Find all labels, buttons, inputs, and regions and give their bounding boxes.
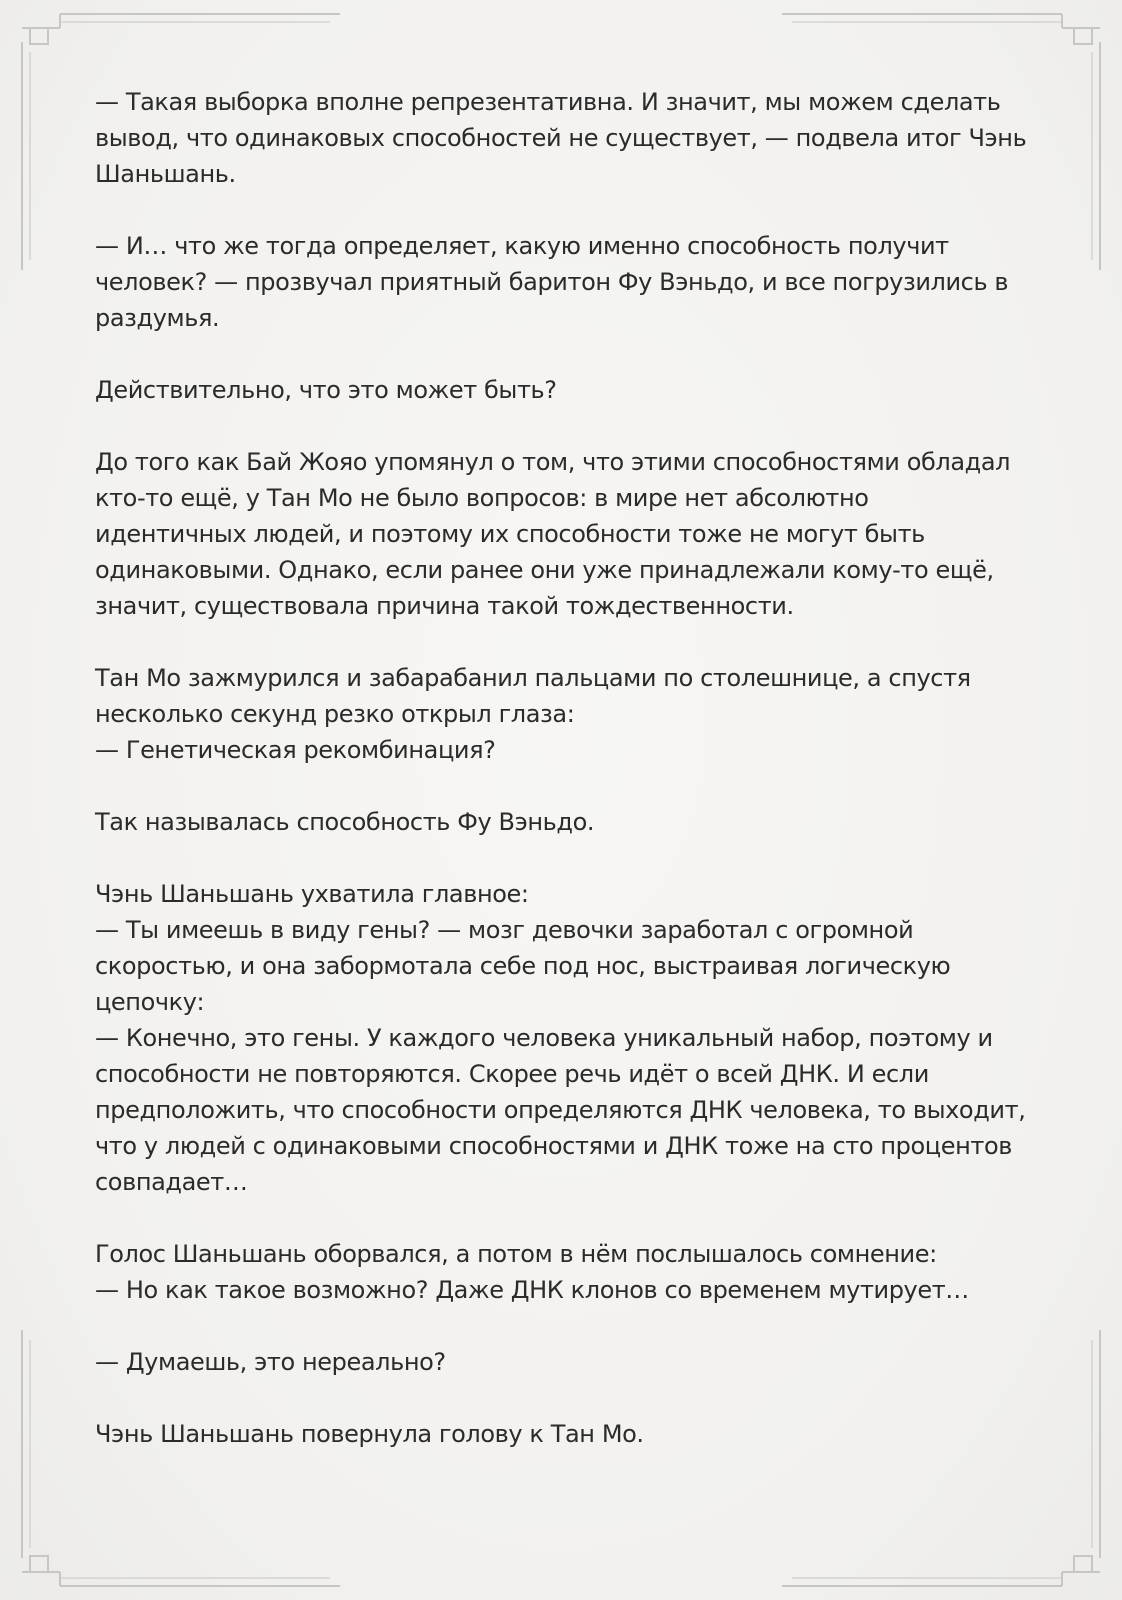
text-line: — Ты имеешь в виду гены? — мозг девочки заработал с огромной — [95, 916, 914, 944]
text-line: идентичных людей, и поэтому их способности тоже не могут быть — [95, 520, 925, 548]
text-line: — Думаешь, это нереально? — [95, 1348, 446, 1376]
paragraph — [95, 1236, 1035, 1308]
text-line: Шаньшань. — [95, 160, 236, 188]
text-line: цепочку: — [95, 988, 205, 1016]
paragraph — [95, 228, 1035, 336]
text-line: — И… что же тогда определяет, какую именно способность получит — [95, 232, 949, 260]
paragraph — [95, 372, 1035, 408]
text-line: совпадает… — [95, 1168, 248, 1196]
text-line: Голос Шаньшань оборвался, а потом в нём послышалось сомнение: — [95, 1240, 937, 1268]
text-line: Тан Мо зажмурился и забарабанил пальцами по столешнице, а спустя — [95, 664, 971, 692]
text-line: Так называлась способность Фу Вэньдо. — [95, 808, 595, 836]
text-line: — Конечно, это гены. У каждого человека уникальный набор, поэтому и — [95, 1024, 993, 1052]
text-line: значит, существовала причина такой тождественности. — [95, 592, 794, 620]
text-line: Действительно, что это может быть? — [95, 376, 557, 404]
text-line: предположить, что способности определяются ДНК человека, то выходит, — [95, 1096, 1026, 1124]
document-body — [95, 84, 1035, 1488]
text-line: скоростью, и она забормотала себе под нос, выстраивая логическую — [95, 952, 951, 980]
paragraph — [95, 1344, 1035, 1380]
text-line: кто-то ещё, у Тан Мо не было вопросов: в мире нет абсолютно — [95, 484, 869, 512]
paragraph — [95, 84, 1035, 192]
text-line: Чэнь Шаньшань ухватила главное: — [95, 880, 529, 908]
text-line: несколько секунд резко открыл глаза: — [95, 700, 575, 728]
text-line: раздумья. — [95, 304, 220, 332]
paragraph — [95, 1416, 1035, 1452]
text-line: — Такая выборка вполне репрезентативна. И значит, мы можем сделать — [95, 88, 1001, 116]
paragraph — [95, 660, 1035, 768]
text-line: вывод, что одинаковых способностей не существует, — подвела итог Чэнь — [95, 124, 1027, 152]
text-line: — Но как такое возможно? Даже ДНК клонов со временем мутирует… — [95, 1276, 969, 1304]
text-line: что у людей с одинаковыми способностями и ДНК тоже на сто процентов — [95, 1132, 1013, 1160]
paragraph — [95, 876, 1035, 1200]
text-line: одинаковыми. Однако, если ранее они уже принадлежали кому-то ещё, — [95, 556, 994, 584]
text-line: Чэнь Шаньшань повернула голову к Тан Мо. — [95, 1420, 644, 1448]
paragraph — [95, 444, 1035, 624]
text-line: До того как Бай Жояо упомянул о том, что этими способностями обладал — [95, 448, 1011, 476]
text-line: способности не повторяются. Скорее речь идёт о всей ДНК. И если — [95, 1060, 929, 1088]
paragraph — [95, 804, 1035, 840]
text-line: — Генетическая рекомбинация? — [95, 736, 496, 764]
text-line: человек? — прозвучал приятный баритон Фу Вэньдо, и все погрузились в — [95, 268, 1009, 296]
